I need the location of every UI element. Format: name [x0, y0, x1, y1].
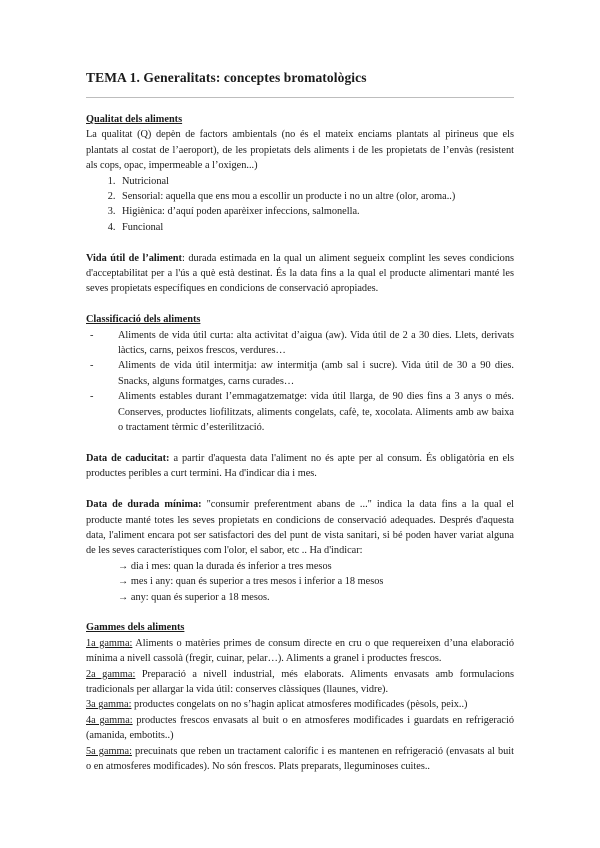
gamma-label: 3a gamma: — [86, 699, 132, 711]
gamma-item — [86, 636, 514, 667]
qualitat-list — [86, 174, 514, 236]
durada-minima-text: "consumir preferentment abans de ..." indica la data fins a la qual el producte manté totes les seves propietats en condicions de conservació adequades. Després d'aquesta data, l'aliment encara pot ser satisfactori des del punt de vista sanitari, si bé poden haver variat alguna de les seves característiques com l'olor, el sabor, etc .. Ha d'indicar: — [86, 499, 514, 557]
gamma-label: 4a gamma: — [86, 714, 133, 726]
gamma-text: Preparació a nivell industrial, més elaborats. Aliments envasats amb formulacions tradicionals per allargar la vida útil: conserves clàssiques (llaunes, vidre). — [86, 668, 514, 695]
durada-minima-list — [86, 559, 514, 605]
list-item: 3. Higiènica: d’aquí poden aparèixer infeccions, salmonella. — [118, 204, 514, 219]
list-item: → any: quan és superior a 18 mesos. — [118, 591, 270, 603]
gamma-label: 1a gamma: — [86, 637, 133, 649]
section-heading-qualitat: Qualitat dels aliments — [86, 114, 183, 125]
gamma-text: Aliments o matèries primes de consum directe en cru o que requereixen d’una elaboració mínima a nivell cassolà (fregir, cuinar, pelar…). Aliments a granel i productes frescos. — [86, 637, 514, 665]
vida-util-paragraph — [86, 251, 514, 297]
gamma-text: productes frescos envasats al buit o en atmosferes modificades i guardats en refrigeració (amanida, embotits..) — [86, 714, 514, 742]
gamma-text: precuinats que reben un tractament calorífic i es mantenen en refrigeració (envasats al buit o en atmosferes modificades). No són frescos. Plats preparats, lleguminoses cuites.. — [86, 745, 515, 772]
vida-util-text: : durada estimada en la qual un aliment segueix complint les seves condicions d'acceptabilitat per a l'ús a què està destinat. És la data fins a la qual el producte alimentari manté les seves propietats específiques en condicions de conservació apropiades. — [86, 252, 514, 295]
caducitat-text: a partir d'aquesta data l'aliment no és apte per al consum. És obligatòria en els productes peribles a curt termini. Ha d'indicar dia i mes. — [86, 452, 514, 480]
gamma-item — [86, 744, 514, 775]
list-item: - Aliments de vida útil curta: alta activitat d’aigua (aw). Vida útil de 2 a 30 dies. Llets, derivats làctics, carns, peixos frescos, verdures… — [86, 328, 514, 359]
section-heading-gammes: Gammes dels aliments — [86, 622, 185, 634]
caducitat-paragraph — [86, 451, 514, 482]
gamma-item — [86, 667, 514, 698]
vida-util-term: Vida útil de l’aliment — [86, 252, 182, 264]
page-title: TEMA 1. Generalitats: conceptes bromatològics — [86, 70, 367, 85]
section-heading-classificacio: Classificació dels aliments — [86, 314, 201, 326]
durada-minima-term: Data de durada mínima: — [86, 499, 202, 511]
list-item: → mes i any: quan és superior a tres mesos i inferior a 18 mesos — [118, 576, 384, 588]
gamma-item — [86, 713, 514, 744]
qualitat-paragraph: La qualitat (Q) depèn de factors ambientals (no és el mateix enciams plantats al pirineus que els plantats al costat de l’aeroport), de les propietats dels aliments i de les propietats de l’envàs (resistent als cops, opac, impermeable a l’oxigen...) — [86, 129, 514, 172]
list-item: - Aliments de vida útil intermitja: aw intermitja (amb sal i sucre). Vida útil de 30 a 90 dies. Snacks, alguns formatges, carns curades… — [86, 358, 514, 389]
list-item: 4. Funcional — [118, 220, 514, 235]
classificacio-list — [86, 328, 514, 436]
list-item: - Aliments estables durant l’emmagatzematge: vida útil llarga, de 90 dies fins a 3 anys o més. Conserves, productes liofilitzats, aliments congelats, cafè, te, xocolata. Aliments amb aw baixa o tractament tèrmic d’esterilització. — [86, 389, 514, 435]
caducitat-term: Data de caducitat: — [86, 452, 170, 464]
document-body — [86, 112, 514, 774]
list-item: 2. Sensorial: aquella que ens mou a escollir un producte i no un altre (olor, aroma..) — [118, 189, 514, 204]
gamma-text: productes congelats on no s’hagin aplicat atmosferes modificades (pèsols, peix..) — [131, 699, 468, 711]
durada-minima-paragraph — [86, 497, 514, 559]
gamma-label: 2a gamma: — [86, 668, 136, 680]
list-item: 1. Nutricional — [118, 174, 514, 189]
list-item: → dia i mes: quan la durada és inferior a tres mesos — [118, 560, 332, 572]
gamma-label: 5a gamma: — [86, 745, 132, 757]
gamma-item — [86, 697, 514, 712]
title-divider — [86, 97, 514, 98]
